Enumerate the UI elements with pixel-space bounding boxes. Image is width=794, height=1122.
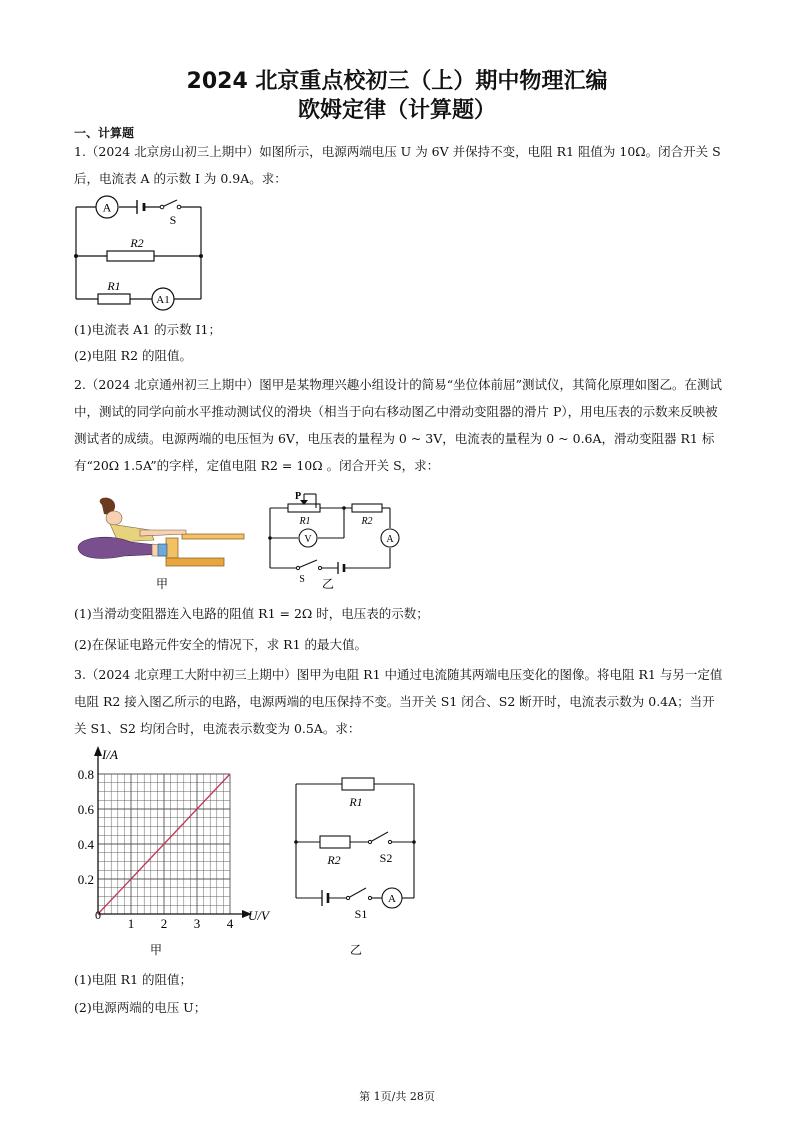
document-title-line2: 欧姆定律（计算题） xyxy=(297,98,496,123)
chart-x-tick-label: 4 xyxy=(226,916,234,931)
q2-r2-label: R2 xyxy=(361,516,373,527)
page-footer: 第 1页/共 28页 xyxy=(359,1090,435,1103)
chart-x-tick-label: 2 xyxy=(160,916,168,931)
q3-chart-ylabel: I/A xyxy=(102,747,118,762)
chart-x-tick-label: 1 xyxy=(127,916,135,931)
q1-switch-label: S xyxy=(169,213,177,227)
document-title-line1: 2024 北京重点校初三（上）期中物理汇编 xyxy=(186,69,608,94)
question-1-text: 1.（2024 北京房山初三上期中）如图所示，电源两端电压 U 为 6V 并保持不变，电阻 R1 阻值为 10Ω。闭合开关 S 后，电流表 A 的示数 I 为 0.9A。求： xyxy=(74,144,721,186)
q1-ammeter-a1-label: A1 xyxy=(156,294,170,306)
q1-ammeter-a-label: A xyxy=(102,200,112,215)
q3-label-jia: 甲 xyxy=(149,943,163,957)
q2-p-label: P xyxy=(294,491,302,502)
q3-s1-label: S1 xyxy=(354,907,368,921)
q3-chart-origin-label: 0 xyxy=(95,908,101,922)
q2-figure-jia-illustration xyxy=(74,490,248,590)
q3-s2-label: S2 xyxy=(379,851,393,865)
q2-circuit-diagram-yi xyxy=(262,490,412,590)
question-3-text: 3.（2024 北京理工大附中初三上期中）图甲为电阻 R1 中通过电流随其两端电压变化的图像。将电阻 R1 与另一定值电阻 R2 接入图乙所示的电路，电源两端的电压保持不变。当开关 S1 闭合、S2 断开时，电流表示数为 0.4A；当开关 S1、S2 均闭合时，电流表示数变为 0.5A。求： xyxy=(74,667,723,736)
q1-circuit-diagram xyxy=(74,192,209,307)
question-3-sub-2: (2)电源两端的电压 U； xyxy=(74,1000,207,1015)
question-3-sub-1: (1)电阻 R1 的阻值； xyxy=(74,972,193,987)
q3-circuit-diagram-yi xyxy=(290,772,420,957)
q3-chart-xlabel: U/V xyxy=(248,908,269,923)
question-2-sub-1: (1)当滑动变阻器连入电路的阻值 R1 = 2Ω 时，电压表的示数； xyxy=(74,606,429,621)
q3-r1-label: R1 xyxy=(349,795,363,809)
question-2-text: 2.（2024 北京通州初三上期中）图甲是某物理兴趣小组设计的简易“坐位体前屈”测试仪，其简化原理如图乙。在测试中，测试的同学向前水平推动测试仪的滑块（相当于向右移动图乙中滑动变阻器的滑片 P），用电压表的示数来反映被测试者的成绩。电源两端的电压恒为 6V，电压表的量程为 0 ~ 3V，电流表的量程为 0 ~ 0.6A，滑动变阻器 R1 标有“20Ω 1.5A”的字样，定值电阻 R2 = 10Ω 。闭合开关 S，求： xyxy=(74,377,722,473)
question-1-sub-1: (1)电流表 A1 的示数 I1； xyxy=(74,322,221,337)
q2-v-label: V xyxy=(304,534,312,545)
q3-a-label: A xyxy=(388,893,396,905)
question-1-sub-2: (2)电阻 R2 的阻值。 xyxy=(74,348,193,363)
chart-y-tick-label: 0.8 xyxy=(77,767,94,782)
q2-label-yi: 乙 xyxy=(321,577,335,591)
q2-a-label: A xyxy=(386,534,394,545)
q2-r1-label: R1 xyxy=(299,516,311,527)
q1-r1-label: R1 xyxy=(107,279,121,293)
chart-y-tick-label: 0.2 xyxy=(77,872,94,887)
chart-y-tick-label: 0.6 xyxy=(77,802,94,817)
section-heading: 一、计算题 xyxy=(74,126,135,140)
q3-r2-label: R2 xyxy=(327,853,341,867)
chart-y-tick-label: 0.4 xyxy=(77,837,94,852)
chart-x-tick-label: 3 xyxy=(193,916,201,931)
q1-r2-label: R2 xyxy=(130,236,144,250)
question-2-sub-2: (2)在保证电路元件安全的情况下，求 R1 的最大值。 xyxy=(74,637,368,652)
q2-label-jia: 甲 xyxy=(155,577,169,591)
q3-graph-jia xyxy=(70,742,280,957)
q3-label-yi: 乙 xyxy=(349,943,363,957)
q2-s-label: S xyxy=(299,574,305,585)
